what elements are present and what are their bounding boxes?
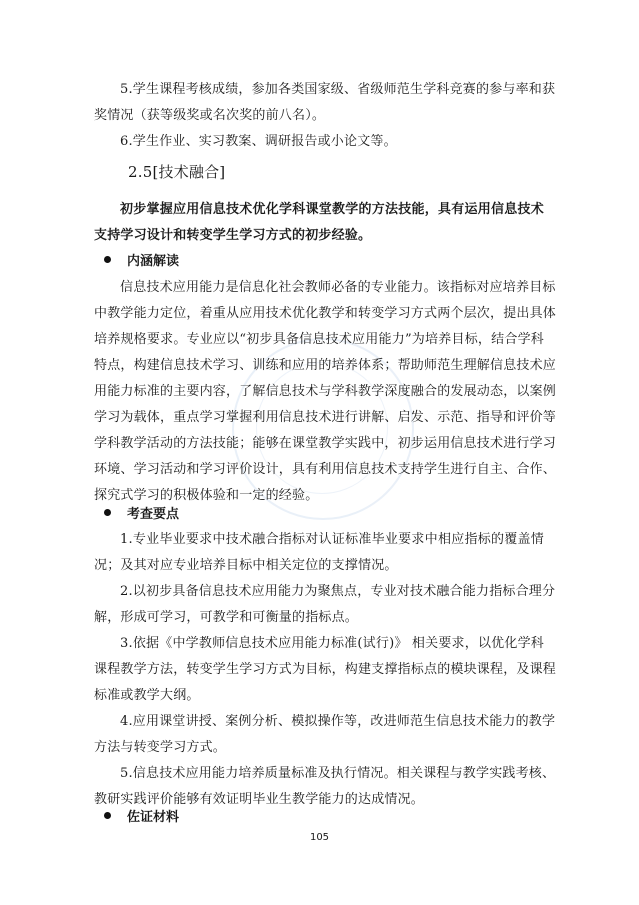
key-point-line: 标准或教学大纲。	[94, 688, 200, 703]
bullet-label: 佐证材料	[127, 810, 180, 825]
key-point-line: 方法与转变学习方式。	[94, 740, 227, 755]
page-number: 105	[309, 832, 330, 843]
key-point-line: 4.应用课堂讲授、案例分析、模拟操作等，改进师范生信息技术能力的教学	[120, 714, 556, 729]
key-point-line: 解，形成可学习，可教学和可衡量的指标点。	[94, 610, 359, 625]
bullet-key-points	[104, 505, 179, 525]
bullet-dot-icon	[104, 256, 111, 263]
interpretation-line: 信息技术应用能力是信息化社会教师必备的专业能力。该指标对应培养目标	[120, 280, 556, 295]
key-point-line: 2.以初步具备信息技术应用能力为聚焦点，专业对技术融合能力指标合理分	[120, 584, 556, 599]
bullet-dot-icon	[104, 509, 111, 516]
interpretation-line: 中教学能力定位，着重从应用技术优化教学和转变学习方式两个层次，提出具体	[94, 306, 557, 321]
bullet-label: 考查要点	[127, 507, 180, 522]
bullet-interpretation	[104, 252, 179, 272]
interpretation-line: 培养规格要求。专业应以“初步具备信息技术应用能力”为培养目标，结合学科	[94, 332, 544, 347]
interpretation-line: 环境、学习活动和学习评价设计，具有利用信息技术支持学生进行自主、合作、	[94, 462, 557, 477]
key-point-line: 课程教学方法，转变学生学习方式为目标，构建支撑指标点的模块课程，及课程	[94, 662, 557, 677]
standard-line: 支持学习设计和转变学生学习方式的初步经验。	[94, 228, 372, 243]
interpretation-line: 探究式学习的积极体验和一定的经验。	[94, 488, 319, 503]
bullet-label: 内涵解读	[127, 254, 180, 269]
key-point-line: 5.信息技术应用能力培养质量标准及执行情况。相关课程与教学实践考核、	[120, 766, 556, 781]
key-point-line: 教研实践评价能够有效证明毕业生教学能力的达成情况。	[94, 792, 425, 807]
para1-line: 奖情况（获等级奖或名次奖的前八名）。	[94, 108, 326, 123]
section-heading: 2.5[技术融合]	[128, 163, 226, 181]
interpretation-line: 特点，构建信息技术学习、训练和应用的培养体系；帮助师范生理解信息技术应	[94, 358, 557, 373]
para2: 6.学生作业、实习教案、调研报告或小论文等。	[120, 134, 397, 149]
interpretation-line: 用能力标准的主要内容，了解信息技术与学科教学深度融合的发展动态，以案例	[94, 384, 557, 399]
standard-line: 初步掌握应用信息技术优化学科课堂教学的方法技能，具有运用信息技术	[120, 202, 544, 217]
bullet-evidence	[104, 808, 179, 828]
key-point-line: 1.专业毕业要求中技术融合指标对认证标准毕业要求中相应指标的覆盖情	[120, 532, 544, 547]
para1-line: 5.学生课程考核成绩，参加各类国家级、省级师范生学科竞赛的参与率和获	[120, 82, 556, 97]
key-point-line: 3.依据《中学教师信息技术应用能力标准(试行)》 相关要求，以优化学科	[120, 636, 544, 651]
key-point-line: 况；及其对应专业培养目标中相关定位的支撑情况。	[94, 558, 398, 573]
interpretation-line: 学习为载体，重点学习掌握利用信息技术进行讲解、启发、示范、指导和评价等	[94, 410, 557, 425]
interpretation-line: 学科教学活动的方法技能；能够在课堂教学实践中，初步运用信息技术进行学习	[94, 436, 557, 451]
bullet-dot-icon	[104, 812, 111, 819]
